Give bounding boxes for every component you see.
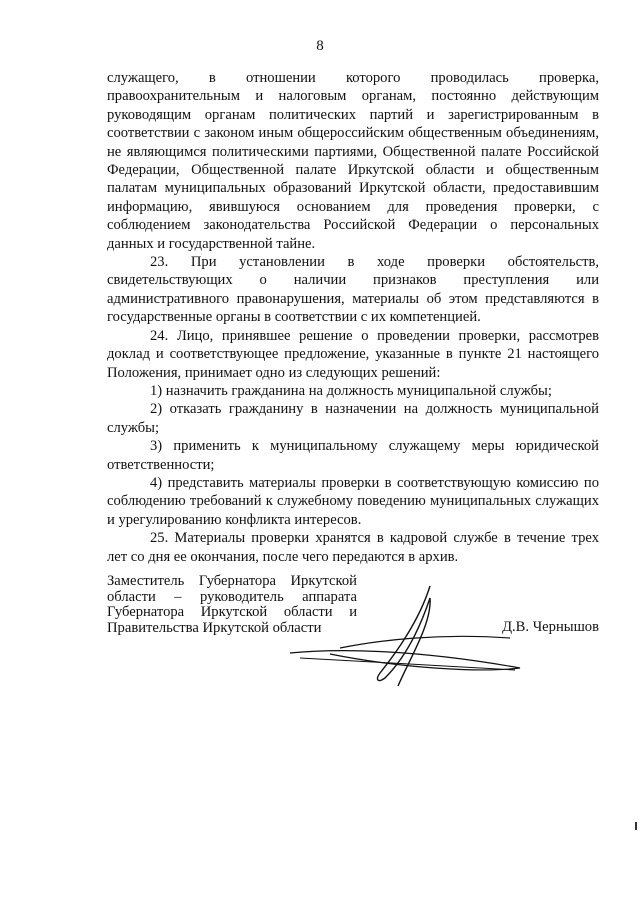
document-body xyxy=(107,69,599,566)
paragraph-24: 24. Лицо, принявшее решение о проведении проверки, рассмотрев доклад и соответствующее предложение, указанные в пункте 21 настоящего Положения, принимает одно из следующих решений: xyxy=(107,327,599,381)
paragraph-continuation: служащего, в отношении которого проводилась проверка, правоохранительным и налоговым органам, постоянно действующим руководящим органам политических партий и зарегистрированным в соответствии с законом иным общероссийским общественным объединениям, не являющимся политическими партиями, Общественной палате Российской Федерации, Общественной палате Иркутской области и общественным палатам муниципальных образований Иркутской области, предоставившим информацию, явившуюся основанием для проведения проверки, с соблюдением законодательства Российской Федерации о персональных данных и государственной тайне. xyxy=(107,70,599,252)
paragraph-25: 25. Материалы проверки хранятся в кадровой службе в течение трех лет со дня ее окончания, после чего передаются в архив. xyxy=(107,530,599,565)
paragraph-23: 23. При установлении в ходе проверки обстоятельств, свидетельствующих о наличии признаков преступления или административного правонарушения, материалы об этом представляются в государственные органы в соответствии с их компетенцией. xyxy=(107,254,599,326)
edge-mark xyxy=(635,822,637,830)
page-number: 8 xyxy=(316,38,324,54)
list-item-3: 3) применить к муниципальному служащему меры юридической ответственности; xyxy=(107,438,599,473)
list-item-2: 2) отказать гражданину в назначении на должность муниципальной службы; xyxy=(107,401,599,436)
handwritten-signature-icon xyxy=(280,578,540,698)
list-item-4: 4) представить материалы проверки в соответствующую комиссию по соблюдению требований к служебному поведению муниципальных служащих и урегулированию конфликта интересов. xyxy=(107,474,599,528)
signatory-title: Заместитель Губернатора Иркутской области – руководитель аппарата Губернатора Иркутской области и Правительства Иркутской области xyxy=(107,573,357,636)
list-item-1: 1) назначить гражданина на должность муниципальной службы; xyxy=(150,382,552,399)
signatory-name: Д.В. Чернышов xyxy=(502,619,599,635)
